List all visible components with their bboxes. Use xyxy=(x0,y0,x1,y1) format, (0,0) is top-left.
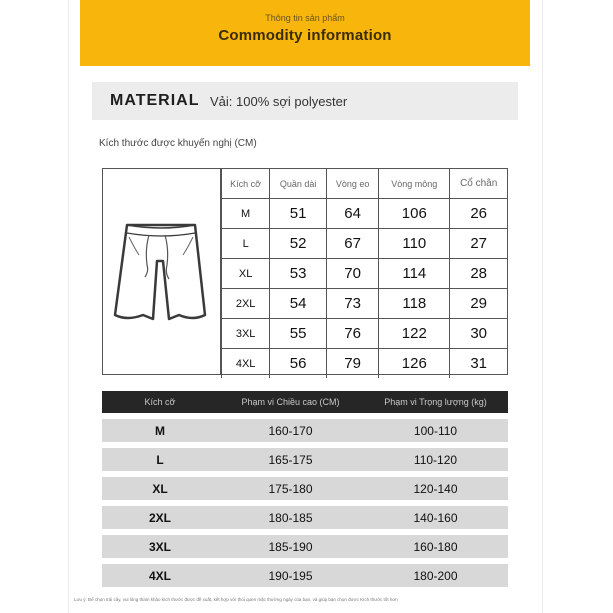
cell: 70 xyxy=(327,259,379,289)
cell: 160-180 xyxy=(413,539,458,554)
table-row xyxy=(102,419,508,442)
material-label: MATERIAL xyxy=(110,92,200,109)
table-row xyxy=(102,448,508,471)
cell: 51 xyxy=(270,199,327,229)
size-chart xyxy=(102,168,508,375)
cell: 52 xyxy=(270,229,327,259)
cell: 55 xyxy=(270,319,327,349)
cell: 64 xyxy=(327,199,379,229)
table-row xyxy=(222,319,508,349)
cell: 2XL xyxy=(148,510,171,525)
cell: 30 xyxy=(450,319,507,349)
cell: M xyxy=(222,199,270,229)
cell: 140-160 xyxy=(413,510,458,525)
cell: 110-120 xyxy=(413,452,458,467)
cell: 73 xyxy=(327,289,379,319)
header-banner xyxy=(80,0,530,66)
cell: 26 xyxy=(450,199,507,229)
cell: 76 xyxy=(327,319,379,349)
col-header: Quần dài xyxy=(270,169,327,199)
cell: 122 xyxy=(379,319,450,349)
measurement-table xyxy=(221,169,507,378)
cell: 2XL xyxy=(222,289,270,319)
cell: 100-110 xyxy=(413,423,458,438)
header-subtitle: Thông tin sản phẩm xyxy=(265,13,345,23)
cell: XL xyxy=(222,259,270,289)
cell: L xyxy=(156,452,164,467)
cell: 27 xyxy=(450,229,507,259)
cell: 4XL xyxy=(148,568,171,583)
table-row xyxy=(222,229,508,259)
height-weight-table xyxy=(102,391,508,587)
footnote: Lưu ý: Để chọn trái cây, vui lòng tham khảo kích thước được đề xuất, kết hợp với thói quen mặc thường ngày của bạn, và giúp bạn chọn được Kích thước tốt hơn xyxy=(74,597,398,602)
height-weight-header xyxy=(102,391,508,413)
cell: 185-190 xyxy=(268,539,313,554)
table-row xyxy=(222,289,508,319)
table-row xyxy=(102,506,508,529)
col-header: Phạm vi Trọng lượng (kg) xyxy=(384,397,487,407)
cell: 4XL xyxy=(222,349,270,379)
col-header: Vòng mông xyxy=(379,169,450,199)
cell: 3XL xyxy=(148,539,171,554)
cell: 175-180 xyxy=(268,481,313,496)
cell: 126 xyxy=(379,349,450,379)
cell: 31 xyxy=(450,349,507,379)
cell: 67 xyxy=(327,229,379,259)
shorts-illustration xyxy=(103,169,221,374)
cell: 110 xyxy=(379,229,450,259)
cell: 180-185 xyxy=(268,510,313,525)
cell: 79 xyxy=(327,349,379,379)
table-row xyxy=(222,259,508,289)
cell: 160-170 xyxy=(268,423,313,438)
cell: 114 xyxy=(379,259,450,289)
col-header: Kích cỡ xyxy=(144,397,176,407)
cell: 28 xyxy=(450,259,507,289)
cell: L xyxy=(222,229,270,259)
cell: M xyxy=(155,423,165,438)
cell: XL xyxy=(152,481,168,496)
table-row xyxy=(102,535,508,558)
cell: 3XL xyxy=(222,319,270,349)
cell: 56 xyxy=(270,349,327,379)
col-header: Cổ chân xyxy=(450,169,507,199)
header-title: Commodity information xyxy=(218,27,392,44)
cell: 190-195 xyxy=(268,568,313,583)
table-row xyxy=(222,349,508,379)
cell: 106 xyxy=(379,199,450,229)
cell: 120-140 xyxy=(413,481,458,496)
table-row xyxy=(102,477,508,500)
col-header: Kích cỡ xyxy=(222,169,270,199)
recommendation-caption: Kích thước được khuyến nghị (CM) xyxy=(99,138,257,149)
col-header: Vòng eo xyxy=(327,169,379,199)
cell: 53 xyxy=(270,259,327,289)
table-row xyxy=(102,564,508,587)
cell: 54 xyxy=(270,289,327,319)
shorts-illustration-icon xyxy=(109,215,213,327)
cell: 165-175 xyxy=(268,452,313,467)
material-value: Vải: 100% sợi polyester xyxy=(210,94,348,109)
measurement-header-row xyxy=(222,169,508,199)
cell: 29 xyxy=(450,289,507,319)
cell: 180-200 xyxy=(413,568,458,583)
cell: 118 xyxy=(379,289,450,319)
material-bar xyxy=(92,82,518,120)
col-header: Phạm vi Chiều cao (CM) xyxy=(241,397,340,407)
table-row xyxy=(222,199,508,229)
